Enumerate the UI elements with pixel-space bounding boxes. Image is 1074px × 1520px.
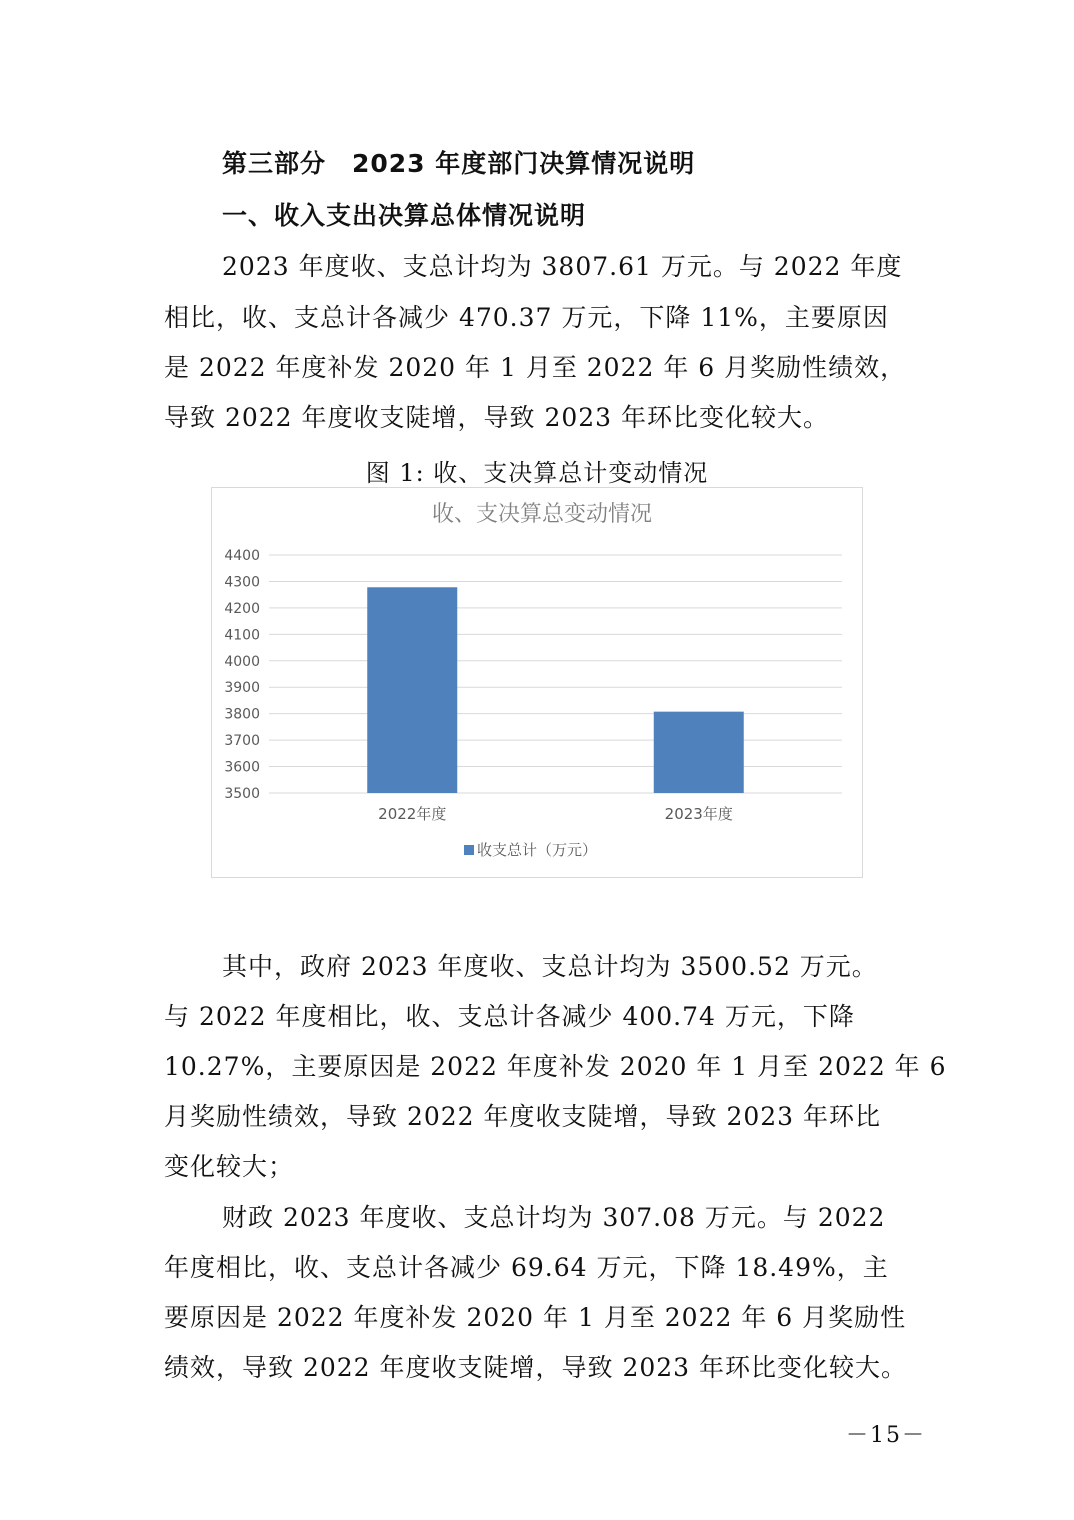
paragraph-line: 是 2022 年度补发 2020 年 1 月至 2022 年 6 月奖励性绩效， [164, 353, 907, 382]
chart-bars [367, 587, 744, 793]
paragraph-line: 10.27%，主要原因是 2022 年度补发 2020 年 1 月至 2022 年 6 [164, 1052, 947, 1081]
paragraph-line: 与 2022 年度相比，收、支总计各减少 400.74 万元，下降 [164, 1002, 855, 1031]
y-tick-label: 3500 [224, 786, 260, 802]
page-number: －15－ [846, 1423, 926, 1448]
chart-gridlines [269, 555, 842, 793]
paragraph-line: 财政 2023 年度收、支总计均为 307.08 万元。与 2022 [222, 1203, 886, 1232]
y-tick-label: 3900 [224, 680, 260, 697]
bar-chart [211, 487, 863, 878]
y-tick-label: 4100 [224, 627, 260, 644]
y-axis-ticks [224, 548, 260, 802]
x-tick-label: 2022年度 [378, 805, 447, 823]
paragraph-line: 变化较大； [164, 1152, 295, 1181]
paragraph-line: 要原因是 2022 年度补发 2020 年 1 月至 2022 年 6 月奖励性 [164, 1303, 907, 1332]
paragraph-line: 年度相比，收、支总计各减少 69.64 万元，下降 18.49%，主 [164, 1253, 889, 1282]
y-tick-label: 3600 [224, 759, 260, 776]
paragraph-line: 月奖励性绩效，导致 2022 年度收支陡增，导致 2023 年环比 [164, 1102, 882, 1131]
paragraph-line: 绩效，导致 2022 年度收支陡增，导致 2023 年环比变化较大。 [164, 1353, 908, 1382]
paragraph-line: 导致 2022 年度收支陡增，导致 2023 年环比变化较大。 [164, 403, 830, 432]
y-tick-label: 4400 [224, 548, 260, 564]
x-tick-label: 2023年度 [664, 805, 733, 823]
y-tick-label: 4000 [224, 653, 260, 670]
legend-label: 收支总计（万元） [477, 841, 598, 859]
y-tick-label: 3700 [224, 733, 260, 750]
part-title: 第三部分 2023 年度部门决算情况说明 [222, 149, 696, 178]
section-title: 一、收入支出决算总体情况说明 [222, 201, 587, 230]
y-tick-label: 3800 [224, 706, 260, 723]
legend-swatch [464, 845, 474, 855]
figure-caption: 图 1: 收、支决算总计变动情况 [365, 459, 709, 487]
bar [367, 587, 457, 793]
chart-title: 收、支决算总变动情况 [431, 502, 653, 527]
chart-canvas [212, 488, 862, 877]
bar [654, 712, 744, 793]
paragraph-line: 其中，政府 2023 年度收、支总计均为 3500.52 万元。 [222, 952, 878, 981]
chart-legend [464, 841, 597, 859]
x-axis-ticks [378, 805, 733, 823]
paragraph-line: 相比，收、支总计各减少 470.37 万元，下降 11%，主要原因 [164, 303, 889, 332]
y-tick-label: 4300 [224, 574, 260, 591]
y-tick-label: 4200 [224, 600, 260, 617]
paragraph-line: 2023 年度收、支总计均为 3807.61 万元。与 2022 年度 [222, 252, 903, 281]
